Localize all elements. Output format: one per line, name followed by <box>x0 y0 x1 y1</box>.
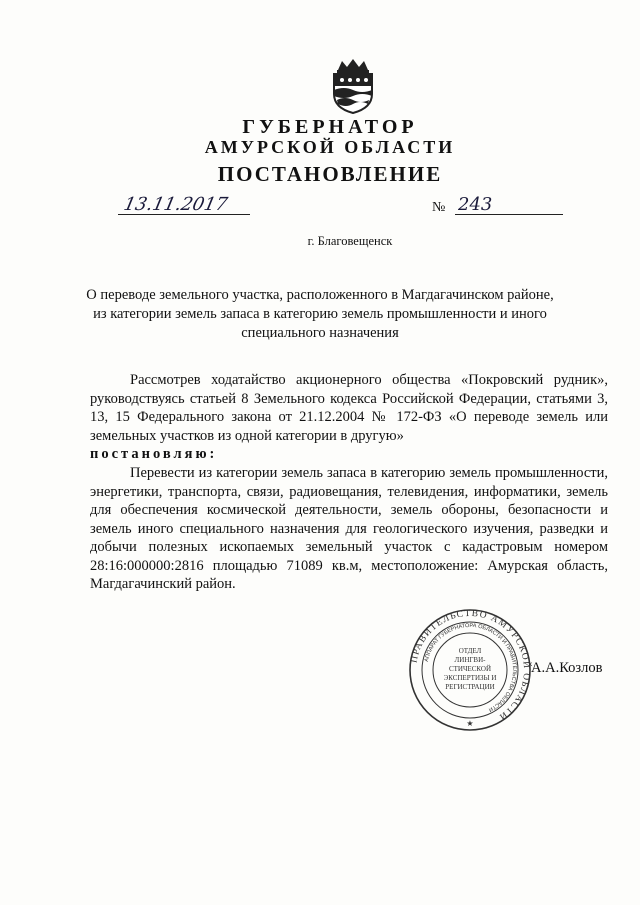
number-label: № <box>432 200 446 215</box>
date-underline <box>118 214 250 215</box>
signatory-name: А.А.Козлов <box>531 660 603 676</box>
official-seal <box>408 608 532 732</box>
stamp-line: ЛИНГВИ- <box>454 656 486 664</box>
document-subject: О переводе земельного участка, расположенного в Магдагачинском районе, из категории земель запаса в категорию земель промышленности и иного специального назначения <box>86 287 554 341</box>
city: г. Благовещенск <box>307 234 393 248</box>
document-type: ПОСТАНОВЛЕНИЕ <box>217 162 443 186</box>
number-underline <box>455 214 563 215</box>
stamp-line: СТИЧЕСКОЙ <box>448 665 492 673</box>
handwritten-number: 243 <box>458 194 493 215</box>
decree-word: постановляю: <box>90 446 218 462</box>
issuer-region: АМУРСКОЙ ОБЛАСТИ <box>204 137 456 157</box>
stamp-inner-text: АППАРАТ ГУБЕРНАТОРА ОБЛАСТИ И ПРАВИТЕЛЬСТВА ОБЛАСТИ <box>423 622 518 713</box>
decision-paragraph: Перевести из категории земель запаса в категорию земель промышленности, энергетики, транспорта, связи, радиовещания, телевидения, информатики, земель для обеспечения космической деятельности, земель обороны, безопасности и земель иного специального назначения для геологического изучения, разведки и добычи полезных ископаемых земельный участок с кадастровым номером 28:16:000000:2816 площадью 71089 кв.м, местоположение: Амурская область, Магдагачинский район. <box>90 465 608 592</box>
stamp-line: ОТДЕЛ <box>458 647 482 655</box>
stamp-star-icon: ★ <box>466 719 474 728</box>
amur-region-coat-of-arms-icon <box>328 58 378 114</box>
stamp-line: РЕГИСТРАЦИИ <box>445 683 495 691</box>
handwritten-date: 13.11.2017 <box>121 194 230 215</box>
stamp-line: ЭКСПЕРТИЗЫ И <box>443 674 497 682</box>
stamp-outer-text: ПРАВИТЕЛЬСТВО АМУРСКОЙ ОБЛАСТИ <box>409 608 532 723</box>
issuer-title: ГУБЕРНАТОР <box>242 116 418 138</box>
preamble-paragraph: Рассмотрев ходатайство акционерного общества «Покровский рудник», руководствуясь статьей 8 Земельного кодекса Российской Федерации, статьями 3, 13, 15 Федерального закона от 21.12.2004 № 172-ФЗ «О переводе земель или земельных участков из одной категории в другую» <box>90 372 608 444</box>
